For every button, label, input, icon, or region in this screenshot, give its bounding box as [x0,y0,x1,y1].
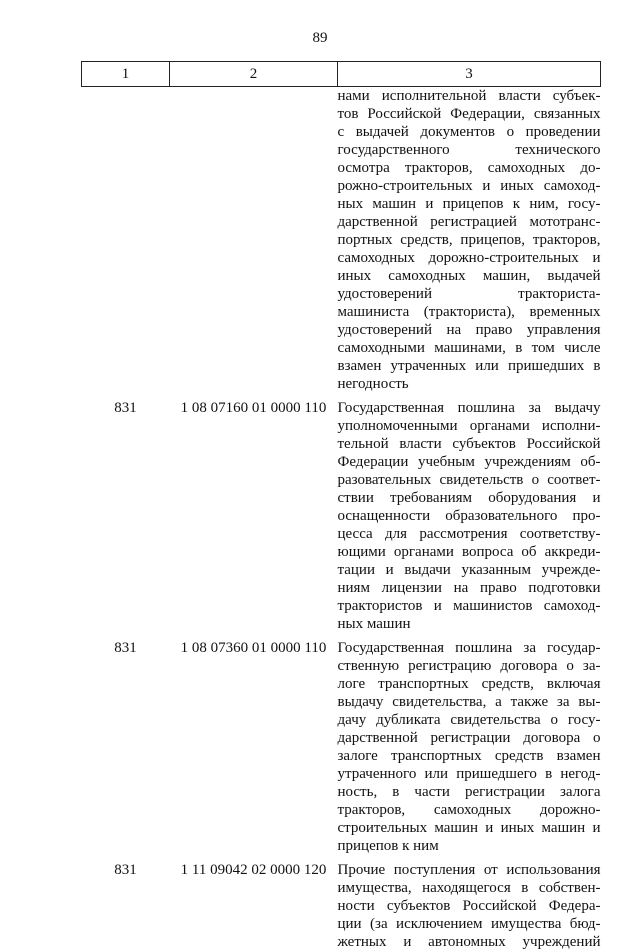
revenue-description-cell [338,399,601,633]
description-line: трактористов и машинистов самоход- [338,597,601,615]
admin-code-cell [82,399,170,633]
description-line: нами исполнительной власти субъек- [338,87,601,105]
budget-classification-code: 1 11 09042 02 0000 120 [170,861,338,879]
table-row [82,861,601,951]
description-line: портных средств, прицепов, тракторов, [338,231,601,249]
description-line: удостоверений на право управления [338,321,601,339]
description-line: с выдачей документов о проведении [338,123,601,141]
description-line: государственного технического [338,141,601,159]
description-line: Государственная пошлина за выдачу [338,399,601,417]
description-line: Прочие поступления от использования [338,861,601,879]
revenue-description-cell [338,87,601,394]
table-row [82,639,601,855]
admin-code-cell [82,639,170,855]
description-line: иных самоходных машин, выдачей [338,267,601,285]
budget-classification-code-cell [170,399,338,633]
description-line: цесса для рассмотрения соответству- [338,525,601,543]
description-line: дачу дубликата свидетельства о госу- [338,711,601,729]
description-line: прицепов к ним [338,837,601,855]
budget-classification-code-cell [170,861,338,951]
description-line: взамен утраченных или пришедших в [338,357,601,375]
description-line: дарственной регистрации договора о [338,729,601,747]
column-header-3: 3 [338,62,601,87]
description-line: разовательных свидетельств о соответ- [338,471,601,489]
budget-classification-code: 1 08 07360 01 0000 110 [170,639,338,657]
description-line: Федерации учебным учреждениям об- [338,453,601,471]
budget-classification-code-cell [170,639,338,855]
budget-codes-table [81,61,601,951]
description-line: тельной власти субъектов Российской [338,435,601,453]
description-line: машиниста (тракториста), временных [338,303,601,321]
description-line: логе транспортных средств, включая [338,675,601,693]
table-row [82,87,601,394]
table-row [82,399,601,633]
description-line: уполномоченными органами исполни- [338,417,601,435]
revenue-description-cell [338,639,601,855]
page-number: 89 [0,30,640,46]
description-line: утраченного или пришедшего в негод- [338,765,601,783]
description-line: Государственная пошлина за государ- [338,639,601,657]
description-line: жетных и автономных учреждений [338,933,601,951]
budget-classification-code-cell [170,87,338,394]
table-body [82,87,601,951]
description-line: ниям лицензии на право подготовки [338,579,601,597]
description-line: оснащенности образовательного про- [338,507,601,525]
description-line: ции (за исключением имущества бюд- [338,915,601,933]
description-line: ственную регистрацию договора о за- [338,657,601,675]
description-line: ных машин и прицепов к ним, госу- [338,195,601,213]
description-line: ных машин [338,615,601,633]
budget-classification-code: 1 08 07160 01 0000 110 [170,399,338,417]
column-header-2: 2 [170,62,338,87]
revenue-description-cell [338,861,601,951]
description-line: залоге транспортных средств взамен [338,747,601,765]
admin-code-cell [82,87,170,394]
description-line: ности субъектов Российской Федера- [338,897,601,915]
admin-code-cell [82,861,170,951]
column-header-1: 1 [82,62,170,87]
description-line: самоходных дорожно-строительных и [338,249,601,267]
description-line: тракторов, самоходных дорожно- [338,801,601,819]
description-line: ствии требованиям оборудования и [338,489,601,507]
description-line: рожно-строительных и иных самоход- [338,177,601,195]
admin-code: 831 [82,399,170,417]
description-line: ющими органами вопроса об аккреди- [338,543,601,561]
table-header-row [82,62,601,87]
description-line: негодность [338,375,601,393]
description-line: осмотра тракторов, самоходных до- [338,159,601,177]
description-line: удостоверений тракториста- [338,285,601,303]
description-line: тов Российской Федерации, связанных [338,105,601,123]
admin-code: 831 [82,861,170,879]
description-line: выдачу свидетельства, а также за вы- [338,693,601,711]
admin-code [82,87,170,105]
admin-code: 831 [82,639,170,657]
description-line: имущества, находящегося в собствен- [338,879,601,897]
description-line: дарственной регистрацией мототранс- [338,213,601,231]
description-line: самоходными машинами, в том числе [338,339,601,357]
description-line: строительных машин и иных машин и [338,819,601,837]
description-line: ность, в части регистрации залога [338,783,601,801]
description-line: тации и выдачи указанным учрежде- [338,561,601,579]
budget-classification-code [170,87,338,105]
